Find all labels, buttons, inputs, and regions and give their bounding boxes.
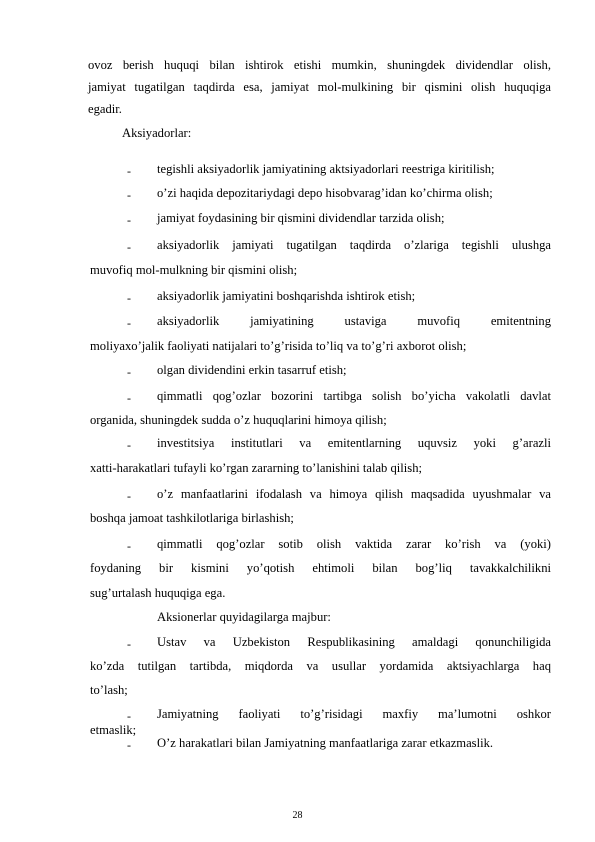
list-item: o’z manfaatlarini ifodalash va himoya qilish maqsadida uyushmalar va [157,487,551,501]
obligation-item: Ustav va Uzbekiston Respublikasining amaldagi qonunchiligida [157,635,551,649]
list-item: aksiyadorlik jamiyatining ustaviga muvofiq emitentning [157,314,551,328]
page-number: 28 [292,810,303,821]
bullet-dash: - [127,365,131,379]
bullet-dash: - [127,188,131,202]
list-item: aksiyadorlik jamiyati tugatilgan taqdirda o’zlariga tegishli ulushga [157,238,551,252]
shareholders-heading: Aksiyadorlar: [122,126,192,140]
bullet-dash: - [127,438,131,452]
intro-line-1: ovoz berish huquqi bilan ishtirok etishi mumkin, shuningdek dividendlar olish, [88,58,551,72]
list-item: o’zi haqida depozitariydagi depo hisobvarag’idan ko’chirma olish; [157,186,493,200]
list-item-continuation: xatti-harakatlari tufayli ko’rgan zararning to’lanishini talab qilish; [90,461,422,475]
list-item: jamiyat foydasining bir qismini dividendlar tarzida olish; [157,211,445,225]
list-item: qimmatli qog’ozlar bozorini tartibga solish bo’yicha vakolatli davlat [157,389,551,403]
list-item: aksiyadorlik jamiyatini boshqarishda ishtirok etish; [157,289,416,303]
bullet-dash: - [127,539,131,553]
list-item-continuation: boshqa jamoat tashkilotlariga birlashish; [90,511,294,525]
obligations-heading: Aksionerlar quyidagilarga majbur: [157,610,331,624]
obligation-item-continuation: to’lash; [90,683,128,697]
obligation-item-continuation: etmaslik; [90,723,137,737]
list-item: olgan dividendini erkin tasarruf etish; [157,363,347,377]
obligation-item: O’z harakatlari bilan Jamiyatning manfaatlariga zarar etkazmaslik. [157,736,494,750]
bullet-dash: - [127,738,131,752]
bullet-dash: - [127,709,131,723]
bullet-dash: - [127,637,131,651]
intro-line-3: egadir. [88,102,122,116]
list-item: investitsiya institutlari va emitentlarning uquvsiz yoki g’arazli [157,436,551,450]
list-item-continuation: organida, shuningdek sudda o’z huquqlarini himoya qilish; [90,413,387,427]
bullet-dash: - [127,164,131,178]
list-item-continuation: moliyaxo’jalik faoliyati natijalari to’g’risida to’liq va to’g’ri axborot olish; [90,339,467,353]
list-item-continuation: sug’urtalash huquqiga ega. [90,586,226,600]
list-item-continuation: muvofiq mol-mulkning bir qismini olish; [90,263,298,277]
list-item: tegishli aksiyadorlik jamiyatining aktsiyadorlari reestriga kiritilish; [157,162,495,176]
bullet-dash: - [127,291,131,305]
bullet-dash: - [127,240,131,254]
bullet-dash: - [127,489,131,503]
bullet-dash: - [127,213,131,227]
list-item-continuation: foydaning bir kismini yo’qotish ehtimoli bilan bog’liq tavakkalchilikni [90,561,551,575]
bullet-dash: - [127,391,131,405]
bullet-dash: - [127,316,131,330]
list-item: qimmatli qog’ozlar sotib olish vaktida zarar ko’rish va (yoki) [157,537,551,551]
obligation-item-continuation: ko’zda tutilgan tartibda, miqdorda va usullar yordamida aktsiyachlarga haq [90,659,551,673]
obligation-item: Jamiyatning faoliyati to’g’risidagi maxfiy ma’lumotni oshkor [157,707,551,721]
intro-line-2: jamiyat tugatilgan taqdirda esa, jamiyat mol-mulkining bir qismini olish huquqiga [88,80,551,94]
